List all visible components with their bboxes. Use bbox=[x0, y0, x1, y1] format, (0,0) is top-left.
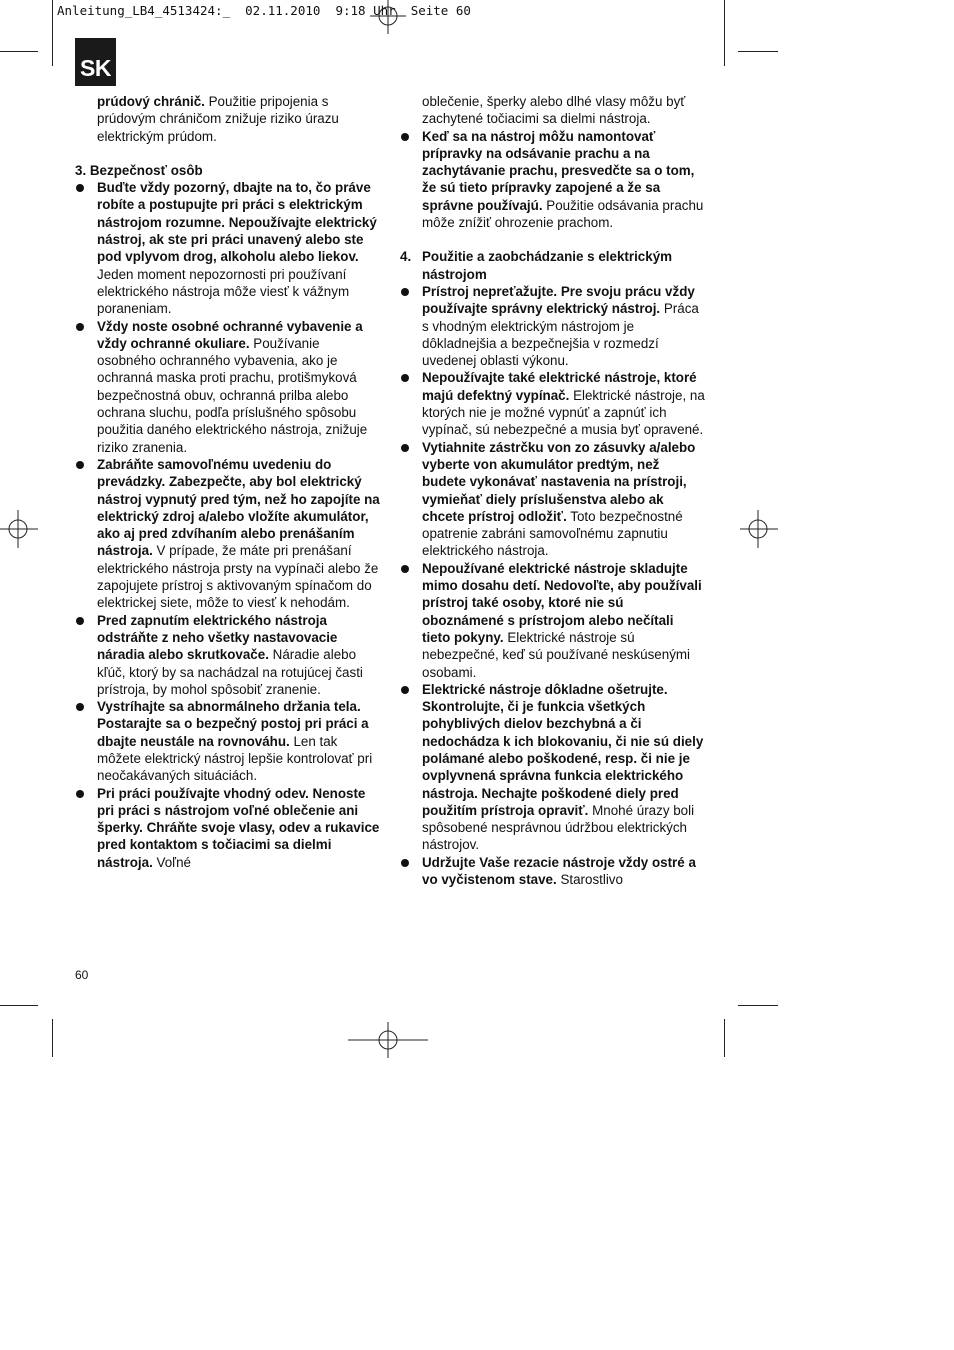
item-text: V prípade, že máte pri prenášaní elektrického nástroja prsty na vypínači alebo že zapojujete prístroj s aktivovaným spínačom do elektrickej siete, môže to viesť k nehodám. bbox=[97, 543, 379, 611]
item-bold: Vytiahnite zástrčku von zo zásuvky a/alebo vyberte von akumulátor predtým, než budete vykonávať nastavenia na prístroji, vymieňať diely príslušenstva alebo ak chcete prístroj odložiť. bbox=[422, 439, 696, 524]
bullet-icon bbox=[76, 703, 84, 711]
page-number: 60 bbox=[75, 968, 89, 982]
intro-text: Použitie pripojenia s prúdovým chráničom znižuje riziko úrazu elektrickým prúdom. bbox=[97, 94, 339, 144]
item-text: Elektrické nástroje sú nebezpečné, keď sú používané neskúsenými osobami. bbox=[422, 629, 691, 680]
crop-mark bbox=[0, 51, 38, 52]
bullet-icon bbox=[401, 374, 409, 382]
item-text: Len tak môžete elektrický nástroj lepšie kontrolovať pri neočakávaných situáciách. bbox=[97, 733, 373, 784]
bullet-icon bbox=[401, 686, 409, 694]
language-badge bbox=[75, 38, 116, 86]
bullet-icon bbox=[76, 461, 84, 469]
crop-mark bbox=[738, 51, 778, 52]
bullet-icon bbox=[401, 565, 409, 573]
item-bold: Vždy noste osobné ochranné vybavenie a vždy ochranné okuliare. bbox=[97, 318, 363, 351]
bullet-icon bbox=[76, 617, 84, 625]
registration-mark-icon bbox=[738, 508, 778, 550]
bullet-icon bbox=[76, 184, 84, 192]
list-item bbox=[75, 456, 380, 612]
item-bold: Nepoužívajte také elektrické nástroje, ktoré majú defektný vypínač. bbox=[422, 370, 697, 403]
item-text: Používanie osobného ochranného vybavenia, ako je ochranná maska proti prachu, protišmyková bezpečnostná obuv, ochranná prilba alebo ochrana sluchu, podľa príslušného spôsobu použitia daného elektrického nástroja, znižuje riziko zranenia. bbox=[97, 335, 368, 455]
registration-mark-icon bbox=[348, 1020, 428, 1060]
list-item bbox=[400, 283, 705, 369]
item-bold: Prístroj nepreťažujte. Pre svoju prácu vždy používajte správny elektrický nástroj. bbox=[422, 283, 695, 317]
registration-mark-icon bbox=[368, 0, 408, 36]
left-column bbox=[75, 93, 380, 871]
item-bold: Nepoužívané elektrické nástroje skladujte mimo dosahu detí. Nedovoľte, aby používali prístroj také osoby, ktoré nie sú oboznámené s prístrojom alebo nečítali tieto pokyny. bbox=[422, 560, 702, 645]
item-bold: Pred zapnutím elektrického nástroja odstráňte z neho všetky nastavovacie náradia alebo skrutkovače. bbox=[97, 612, 338, 663]
bullet-icon bbox=[76, 790, 84, 798]
list-item bbox=[400, 681, 705, 854]
list-item bbox=[75, 318, 380, 456]
registration-mark-icon bbox=[0, 508, 40, 550]
crop-mark bbox=[724, 0, 725, 66]
list-item bbox=[400, 369, 705, 438]
bullet-icon bbox=[401, 859, 409, 867]
list-item bbox=[400, 854, 705, 889]
item-bold: Keď sa na nástroj môžu namontovať prípravky na odsávanie prachu a na zachytávanie prachu, presvedčte sa o tom, že sú tieto prípravky zapojené a že sa správne používajú. bbox=[422, 128, 695, 213]
item-bold: Udržujte Vaše rezacie nástroje vždy ostré a vo vyčistenom stave. bbox=[422, 854, 696, 888]
item-bold: Elektrické nástroje dôkladne ošetrujte. Skontrolujte, či je funkcia všetkých pohyblivých dielov bezchybná a či nedochádza k ich blokovaniu, či nie sú diely polámané alebo poškodené, resp. či nie je ovplyvnená správna funkcia elektrického nástroja. Nechajte poškodené diely pred použitím prístroja opraviť. bbox=[422, 681, 704, 818]
item-bold: Buďte vždy pozorný, dbajte na to, čo práve robíte a postupujte pri práci s elektrickým nástrojom rozumne. Nepoužívajte elektrický nástroj, ak ste pri práci unavený alebo ste pod vplyvom drog, alkoholu alebo liekov. bbox=[97, 180, 377, 265]
section-heading: 3. Bezpečnosť osôb bbox=[75, 162, 203, 178]
list-item bbox=[400, 439, 705, 560]
crop-mark bbox=[52, 1019, 53, 1057]
item-text: Toto bezpečnostné opatrenie zabráni samovoľnému zapnutiu elektrického nástroja. bbox=[422, 508, 683, 559]
item-text: Jeden moment nepozornosti pri používaní elektrického nástroja môže viesť k vážnym poraneniam. bbox=[97, 266, 350, 317]
crop-mark bbox=[52, 0, 53, 66]
list-item bbox=[400, 128, 705, 232]
item-text: Elektrické nástroje, na ktorých nie je možné vypnúť a zapnúť ich vypínač, sú nebezpečné a musia byť opravené. bbox=[422, 387, 705, 438]
bullet-icon bbox=[401, 444, 409, 452]
item-bold: Vystríhajte sa abnormálneho držania tela. Postarajte sa o bezpečný postoj pri práci a dbajte neustále na rovnováhu. bbox=[97, 699, 369, 749]
list-item bbox=[75, 785, 380, 871]
bullet-icon bbox=[401, 288, 409, 296]
list-item bbox=[75, 179, 380, 317]
right-column bbox=[400, 93, 705, 888]
crop-mark bbox=[0, 1005, 38, 1006]
bullet-icon bbox=[76, 323, 84, 331]
item-bold: Zabráňte samovoľnému uvedeniu do prevádzky. Zabezpečte, aby bol elektrický nástroj vypnutý pred tým, než ho zapojíte na elektrický zdroj a/alebo vložíte akumulátor, ako aj pred zdvíhaním alebo prenášaním nástroja. bbox=[97, 456, 380, 559]
item-bold: Pri práci používajte vhodný odev. Nenoste pri práci s nástrojom voľné oblečenie ani šperky. Chráňte svoje vlasy, odev a rukavice pred kontaktom s točiacimi sa dielmi nástroja. bbox=[97, 785, 380, 870]
item-text: Starostlivo bbox=[556, 872, 623, 888]
intro-paragraph bbox=[75, 93, 380, 145]
item-text: Mnohé úrazy boli spôsobené nesprávnou údržbou elektrických nástrojov. bbox=[422, 802, 695, 853]
language-badge-label: SK bbox=[80, 55, 111, 81]
list-item bbox=[400, 560, 705, 681]
print-slug: Anleitung_LB4_4513424:_ 02.11.2010 9:18 Uhr Seite 60 bbox=[57, 3, 471, 18]
item-text: Voľné bbox=[152, 854, 191, 870]
intro-bold: prúdový chránič. bbox=[97, 94, 205, 109]
continuation-paragraph: oblečenie, šperky alebo dlhé vlasy môžu byť zachytené točiacimi sa dielmi nástroja. bbox=[422, 94, 686, 127]
item-text: Použitie odsávania prachu môže znížiť ohrozenie prachom. bbox=[422, 197, 704, 231]
list-item bbox=[75, 612, 380, 698]
list-item bbox=[75, 698, 380, 784]
bullet-icon bbox=[401, 133, 409, 141]
item-text: Práca s vhodným elektrickým nástrojom je dôkladnejšia a bezpečnejšia v rozmedzí uvedenej oblasti výkonu. bbox=[422, 301, 699, 369]
item-text: Náradie alebo kľúč, ktorý by sa nachádzal na rotujúcej časti prístroja, by mohol spôsobiť zranenie. bbox=[97, 647, 363, 697]
crop-mark bbox=[724, 1019, 725, 1057]
section-heading bbox=[400, 248, 705, 283]
crop-mark bbox=[738, 1005, 778, 1006]
section-title: Použitie a zaobchádzanie s elektrickým nástrojom bbox=[422, 249, 673, 282]
section-number: 4. bbox=[400, 249, 412, 265]
